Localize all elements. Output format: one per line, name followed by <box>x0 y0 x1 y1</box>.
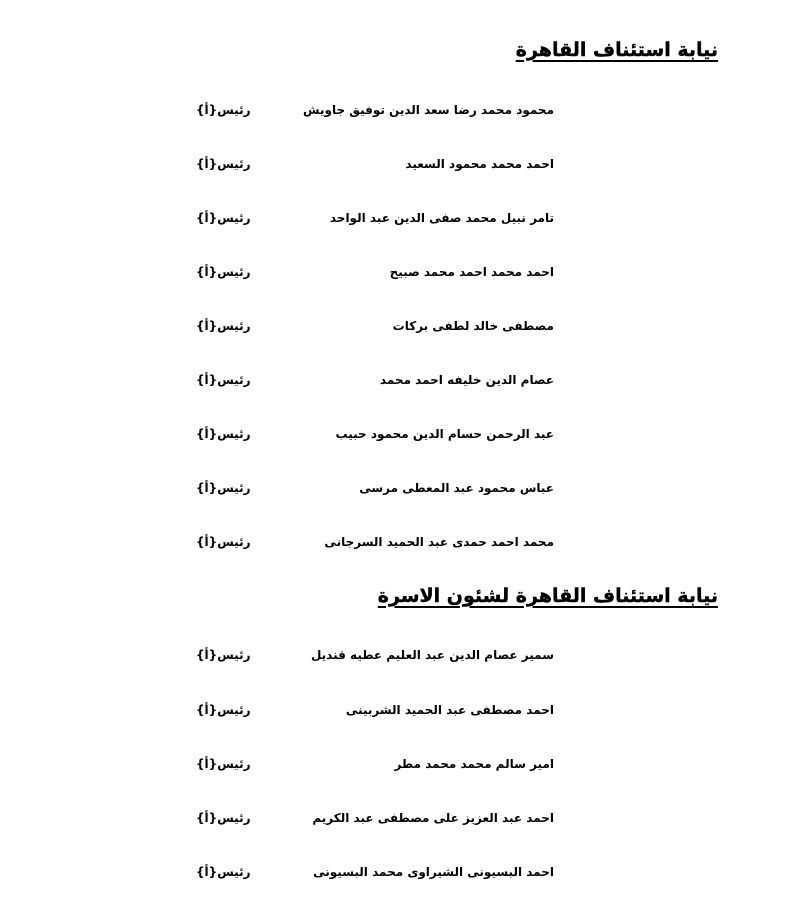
person-name: احمد البسيونى الشيراوى محمد البسيونى <box>313 865 554 879</box>
rank-title: رئيس <box>217 535 251 549</box>
rank-grade: {أ} <box>196 757 218 771</box>
rank-label <box>196 262 251 282</box>
rank-grade: {أ} <box>196 703 218 717</box>
rank-title: رئيس <box>217 648 251 662</box>
person-name: محمد احمد حمدى عبد الحميد السرجانى <box>324 535 554 549</box>
list-item <box>0 208 810 228</box>
rank-label <box>196 754 251 774</box>
rank-grade: {أ} <box>196 811 218 825</box>
rank-title: رئيس <box>217 481 251 495</box>
person-name: سمير عصام الدين عبد العليم عطيه قنديل <box>310 648 554 662</box>
list-item <box>0 645 810 665</box>
rank-label <box>196 316 251 336</box>
list-item <box>0 424 810 444</box>
rank-title: رئيس <box>217 265 251 279</box>
list-item <box>0 532 810 552</box>
list-item <box>0 808 810 828</box>
rank-label <box>196 370 251 390</box>
rank-grade: {أ} <box>196 481 218 495</box>
person-name: احمد عبد العزيز على مصطفى عبد الكريم <box>312 811 554 825</box>
rank-grade: {أ} <box>196 103 218 117</box>
rank-title: رئيس <box>217 703 251 717</box>
rank-title: رئيس <box>217 811 251 825</box>
rank-grade: {أ} <box>196 865 218 879</box>
rank-label <box>196 532 251 552</box>
person-name: محمود محمد رضا سعد الدين توفيق جاويش <box>303 103 554 117</box>
rank-label <box>196 424 251 444</box>
rank-title: رئيس <box>217 865 251 879</box>
rank-title: رئيس <box>217 373 251 387</box>
person-name: تامر نبيل محمد صفى الدين عبد الواحد <box>329 211 554 225</box>
rank-label <box>196 862 251 882</box>
rank-label <box>196 478 251 498</box>
rank-title: رئيس <box>217 157 251 171</box>
person-name: احمد محمد محمود السعيد <box>405 157 554 171</box>
list-item <box>0 862 810 882</box>
rank-title: رئيس <box>217 103 251 117</box>
list-item <box>0 700 810 720</box>
rank-label <box>196 208 251 228</box>
person-name: احمد محمد احمد محمد صبيح <box>389 265 554 279</box>
rank-grade: {أ} <box>196 373 218 387</box>
rank-grade: {أ} <box>196 265 218 279</box>
rank-grade: {أ} <box>196 319 218 333</box>
person-name: عبد الرحمن حسام الدين محمود حبيب <box>335 427 554 441</box>
list-item <box>0 262 810 282</box>
person-name: عباس محمود عبد المعطى مرسى <box>359 481 554 495</box>
person-name: مصطفى خالد لطفى بركات <box>392 319 554 333</box>
rank-grade: {أ} <box>196 211 218 225</box>
list-item <box>0 478 810 498</box>
person-name: امير سالم محمد محمد مطر <box>394 757 554 771</box>
rank-grade: {أ} <box>196 157 218 171</box>
rank-title: رئيس <box>217 757 251 771</box>
list-item <box>0 154 810 174</box>
list-item <box>0 316 810 336</box>
list-item <box>0 370 810 390</box>
rank-label <box>196 645 251 665</box>
rank-grade: {أ} <box>196 427 218 441</box>
rank-label <box>196 154 251 174</box>
rank-label <box>196 700 251 720</box>
rank-label <box>196 808 251 828</box>
section-heading: نيابة استئناف القاهرة لشئون الاسرة <box>377 585 718 607</box>
rank-label <box>196 100 251 120</box>
rank-title: رئيس <box>217 427 251 441</box>
person-name: احمد مصطفى عبد الحميد الشربينى <box>345 703 554 717</box>
list-item <box>0 100 810 120</box>
rank-grade: {أ} <box>196 535 218 549</box>
list-item <box>0 754 810 774</box>
person-name: عصام الدين خليفه احمد محمد <box>379 373 554 387</box>
rank-grade: {أ} <box>196 648 218 662</box>
rank-title: رئيس <box>217 211 251 225</box>
rank-title: رئيس <box>217 319 251 333</box>
section-heading: نيابة استئناف القاهرة <box>515 39 718 61</box>
